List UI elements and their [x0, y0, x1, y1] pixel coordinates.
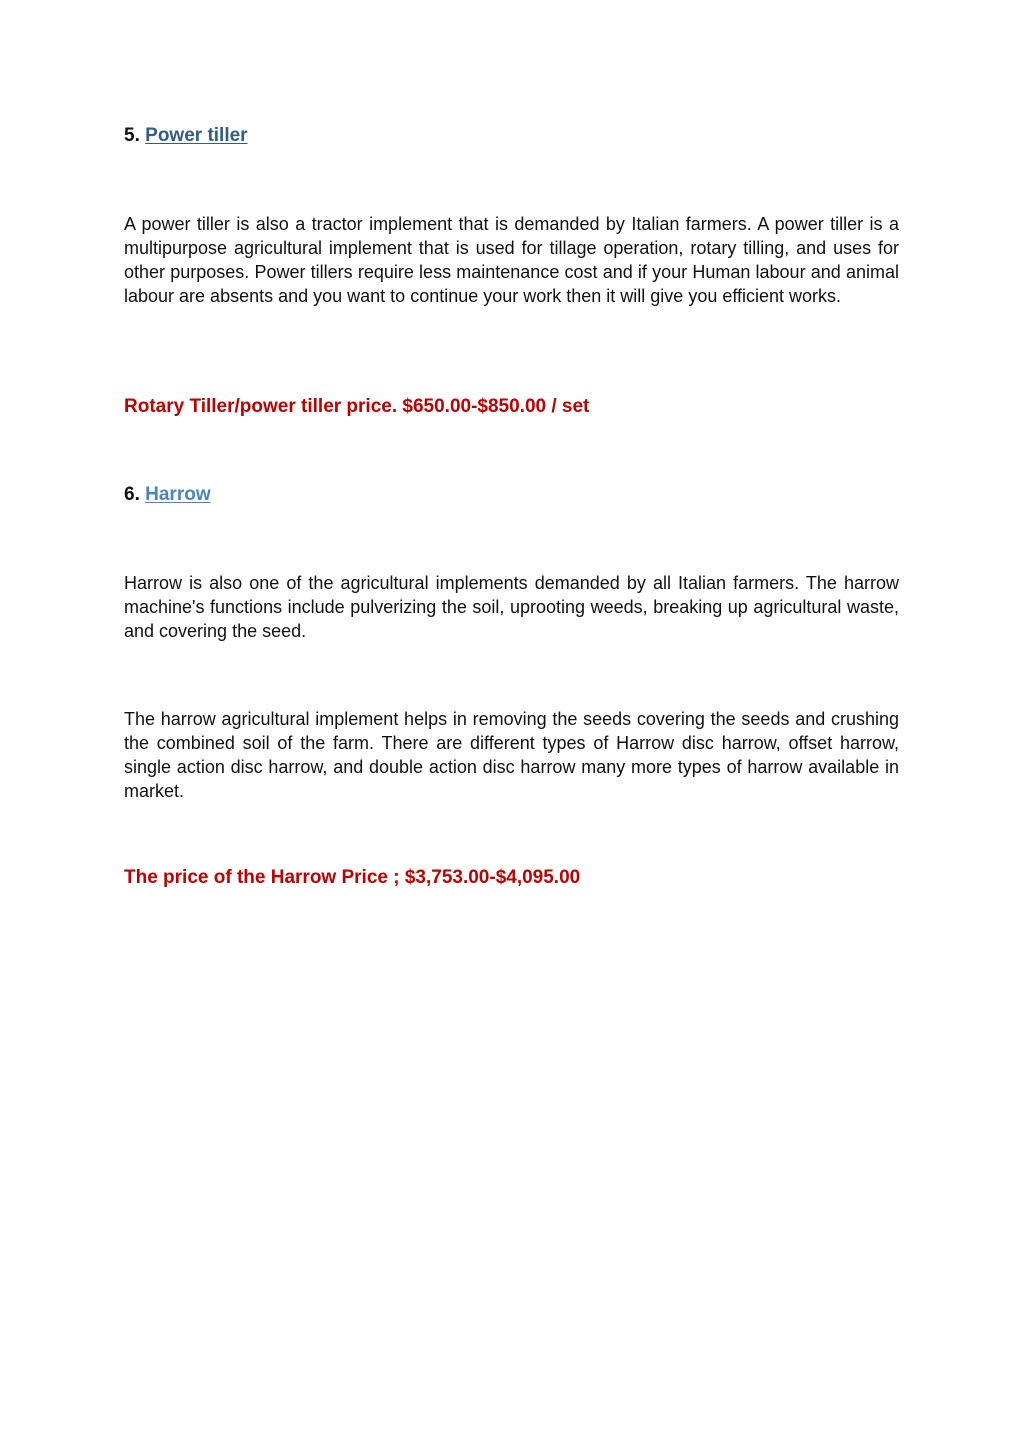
harrow-paragraph-1: Harrow is also one of the agricultural implements demanded by all Italian farmers. The harrow machine's functions include pulverizing the soil, uprooting weeds, breaking up agricultural waste, and covering the seed. [124, 573, 899, 641]
harrow-link[interactable]: Harrow [145, 484, 211, 505]
section-heading-harrow [124, 483, 211, 507]
harrow-paragraph-2: The harrow agricultural implement helps in removing the seeds covering the seeds and crushing the combined soil of the farm. There are different types of Harrow disc harrow, offset harrow, single action disc harrow, and double action disc harrow many more types of harrow available in market. [124, 709, 899, 801]
harrow-price: The price of the Harrow Price ; $3,753.00-$4,095.00 [124, 867, 581, 888]
power-tiller-price: Rotary Tiller/power tiller price. $650.00-$850.00 / set [124, 396, 590, 417]
section-number: 6. [124, 484, 140, 505]
section-heading-power-tiller [124, 124, 248, 148]
section-number: 5. [124, 125, 140, 146]
power-tiller-paragraph: A power tiller is also a tractor implement that is demanded by Italian farmers. A power tiller is a multipurpose agricultural implement that is used for tillage operation, rotary tilling, and uses for other purposes. Power tillers require less maintenance cost and if your Human labour and animal labour are absents and you want to continue your work then it will give you efficient works. [124, 214, 899, 306]
power-tiller-link[interactable]: Power tiller [145, 125, 248, 146]
